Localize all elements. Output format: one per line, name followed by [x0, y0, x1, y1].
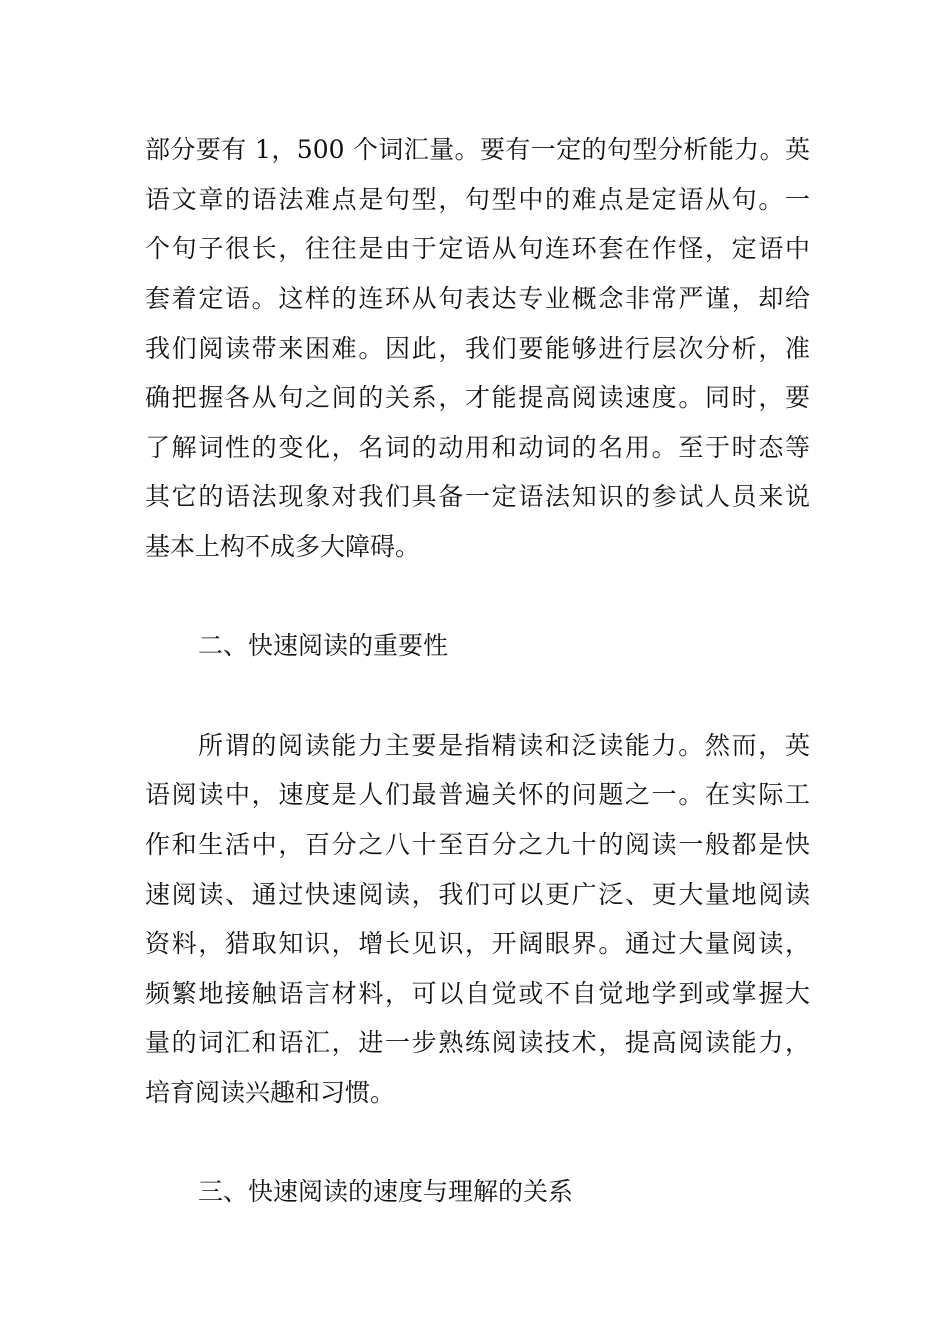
paragraph-2-line-7: 量的词汇和语汇，进一步熟练阅读技术，提高阅读能力，: [145, 1028, 810, 1057]
section-heading-3: 三、快速阅读的速度与理解的关系: [198, 1177, 574, 1206]
paragraph-1-line-6: 确把握各从句之间的关系，才能提高阅读速度。同时，要: [145, 383, 810, 412]
section-heading-2: 二、快速阅读的重要性: [198, 631, 449, 660]
paragraph-2-line-5: 资料，猎取知识，增长见识，开阔眼界。通过大量阅读，: [145, 929, 810, 958]
paragraph-2-line-8: 培育阅读兴趣和习惯。: [145, 1078, 396, 1107]
paragraph-2-line-1: 所谓的阅读能力主要是指精读和泛读能力。然而，英: [198, 731, 810, 760]
paragraph-2-line-6: 频繁地接触语言材料，可以自觉或不自觉地学到或掌握大: [145, 979, 810, 1008]
paragraph-1-line-5: 我们阅读带来困难。因此，我们要能够进行层次分析，准: [145, 334, 810, 363]
paragraph-2-line-2: 语阅读中，速度是人们最普遍关怀的问题之一。在实际工: [145, 780, 810, 809]
paragraph-1-line-7: 了解词性的变化，名词的动用和动词的名用。至于时态等: [145, 433, 810, 462]
paragraph-1-line-8: 其它的语法现象对我们具备一定语法知识的参试人员来说: [145, 482, 810, 511]
paragraph-1-line-4: 套着定语。这样的连环从句表达专业概念非常严谨，却给: [145, 284, 810, 313]
paragraph-1-line-2: 语文章的语法难点是句型，句型中的难点是定语从句。一: [145, 185, 810, 214]
paragraph-2-line-4: 速阅读、通过快速阅读，我们可以更广泛、更大量地阅读: [145, 880, 810, 909]
paragraph-1-line-1: 部分要有 1，500 个词汇量。要有一定的句型分析能力。英: [145, 135, 810, 164]
paragraph-1-line-3: 个句子很长，往往是由于定语从句连环套在作怪，定语中: [145, 234, 810, 263]
paragraph-1-line-9: 基本上构不成多大障碍。: [145, 532, 421, 561]
paragraph-2-line-3: 作和生活中，百分之八十至百分之九十的阅读一般都是快: [145, 830, 810, 859]
